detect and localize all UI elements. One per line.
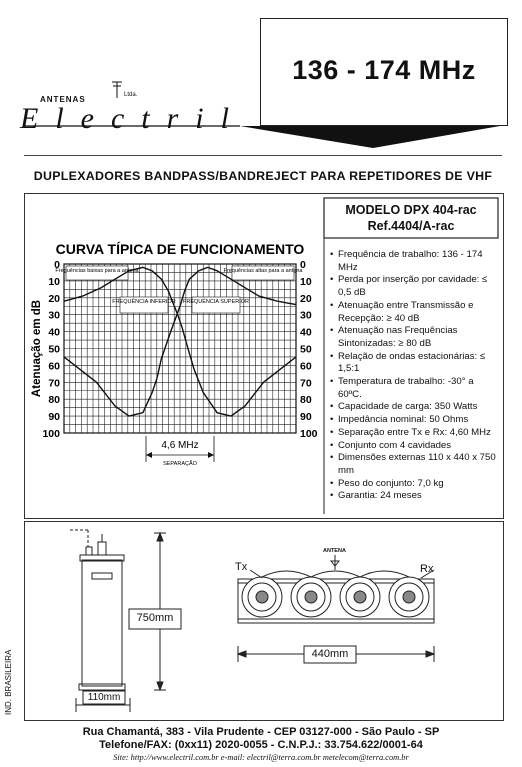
y-tick-label-right: 0: [300, 259, 306, 271]
spec-item: • Capacidade de carga: 350 Watts: [330, 401, 498, 414]
footer-phone: Telefone/FAX: (0xx11) 2020-0055 - C.N.P.J.: 33.754.622/0001-64: [99, 739, 423, 751]
height-dimension: 750mm: [136, 612, 174, 624]
spec-item: • Relação de ondas estacionárias: ≤ 1,5:1: [330, 351, 498, 376]
spec-item: • Separação entre Tx e Rx: 4,60 MHz: [330, 427, 498, 440]
brand-mark: Ltda.: [124, 92, 138, 98]
y-tick-label-left: 70: [48, 377, 60, 390]
spacing-label: SEPARAÇÃO: [163, 461, 197, 467]
y-tick-label-right: 70: [300, 377, 312, 390]
y-tick-label-right: 90: [300, 411, 312, 424]
footer-web: Site: http://www.electril.com.br e-mail: electril@terra.com.br metelecom@terra.com.br: [113, 753, 409, 762]
annotation-high: Frequências altas para a antena: [223, 268, 303, 274]
spec-item: • Garantia: 24 meses: [330, 490, 498, 503]
y-tick-label-right: 10: [300, 275, 312, 288]
cavity-array-drawing: [238, 555, 434, 663]
y-tick-label-right: 60: [300, 360, 312, 373]
rx-label: Rx: [420, 563, 434, 575]
y-axis-label: Atenuação em dB: [31, 299, 43, 398]
brand-tagline: ANTENAS: [40, 95, 86, 104]
chart-title: CURVA TÍPICA DE FUNCIONAMENTO: [55, 241, 305, 257]
footer-address: Rua Chamantá, 383 - Vila Prudente - CEP 03127-000 - São Paulo - SP: [82, 726, 440, 738]
spec-item: • Atenuação nas Frequências Sintonizadas: ≥ 80 dB: [330, 325, 498, 350]
antenna-label: ANTENA: [323, 548, 346, 554]
width-dimension: 110mm: [87, 692, 121, 703]
annotation-low: Frequências baixas para a antena: [55, 268, 139, 274]
y-tick-label-left: 20: [48, 292, 60, 305]
spec-item: • Dimensões externas 110 x 440 x 750 mm: [330, 452, 498, 477]
y-tick-label-left: 40: [48, 326, 60, 339]
y-tick-label-left: 0: [54, 259, 60, 271]
spec-item: • Peso do conjunto: 7,0 kg: [330, 478, 498, 491]
y-tick-label-left: 30: [48, 309, 60, 322]
spec-item: • Conjunto com 4 cavidades: [330, 440, 498, 453]
tx-label: Tx: [235, 561, 248, 573]
spec-item: • Perda por inserção por cavidade: ≤ 0,5 dB: [330, 274, 498, 299]
annotation-lower-freq: FREQUÊNCIA INFERIOR: [112, 299, 176, 305]
spec-item: • Impedância nominal: 50 Ohms: [330, 414, 498, 427]
y-tick-label-left: 10: [48, 275, 60, 288]
model-title: MODELO DPX 404-rac: [345, 203, 477, 217]
y-tick-label-right: 30: [300, 309, 312, 322]
y-tick-label-right: 80: [300, 394, 312, 407]
brand-logo: Electril: [20, 102, 246, 135]
page-title: DUPLEXADORES BANDPASS/BANDREJECT PARA REPETIDORES DE VHF: [33, 169, 493, 183]
annotation-upper-freq: FREQUÊNCIA SUPERIOR: [182, 299, 250, 305]
y-tick-label-left: 60: [48, 360, 60, 373]
y-tick-label-right: 20: [300, 292, 312, 305]
length-dimension: 440mm: [311, 648, 349, 660]
y-tick-label-right: 40: [300, 326, 312, 339]
spec-item: • Atenuação entre Transmissão e Recepção: ≥ 40 dB: [330, 300, 498, 325]
y-tick-label-left: 80: [48, 394, 60, 407]
spec-item: • Temperatura de trabalho: -30° a 60ºC.: [330, 376, 498, 401]
origin-label: IND. BRASILEIRA: [4, 649, 13, 715]
y-tick-label-left: 50: [48, 343, 60, 356]
model-ref: Ref.4404/A-rac: [367, 219, 455, 233]
y-tick-label-right: 50: [300, 343, 312, 356]
spacing-value: 4,6 MHz: [161, 440, 199, 451]
frequency-range: 136 - 174 MHz: [292, 55, 476, 85]
y-tick-label-left: 100: [42, 428, 60, 440]
y-tick-label-right: 100: [300, 428, 318, 440]
y-tick-label-left: 90: [48, 411, 60, 424]
spec-item: • Frequência de trabalho: 136 - 174 MHz: [330, 249, 498, 274]
